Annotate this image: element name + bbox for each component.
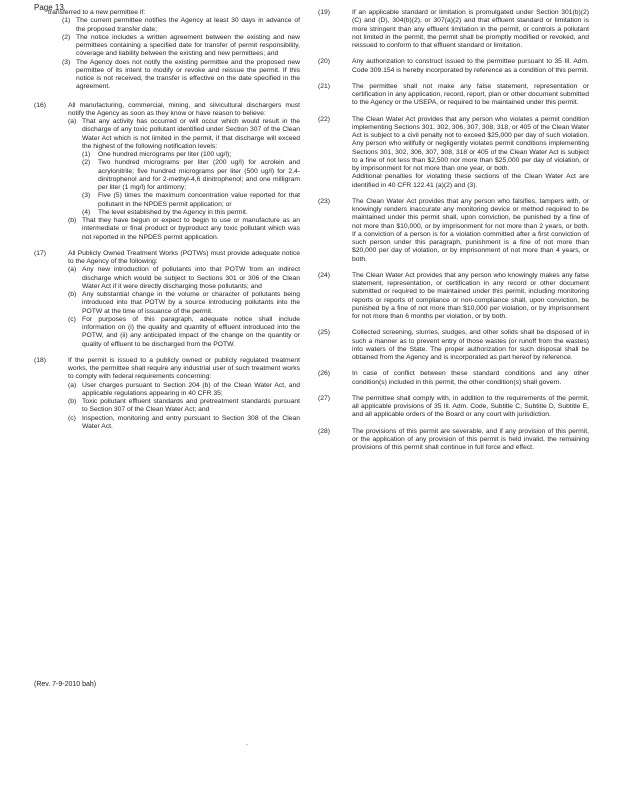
- item-label: (b): [68, 398, 77, 405]
- condition-17c: [68, 316, 300, 349]
- condition-16b: [68, 217, 300, 242]
- item-label: (b): [68, 217, 77, 224]
- transfer-item-3: [62, 59, 300, 92]
- condition-17b: [68, 291, 300, 316]
- item-label: (1): [82, 151, 91, 158]
- condition-28: [318, 428, 589, 453]
- condition-18: [34, 357, 300, 431]
- condition-17a: [68, 266, 300, 291]
- right-column: [318, 9, 589, 460]
- transfer-continuation: [34, 9, 300, 92]
- footer-mark: .: [246, 740, 248, 747]
- item-text: User charges pursuant to Section 204 (b) of the Clean Water Act, and applicable regulations appearing in 40 CFR 35;: [82, 381, 300, 397]
- item-label: (3): [62, 58, 71, 66]
- condition-16: [34, 102, 300, 242]
- condition-intro: All Publicly Owned Treatment Works (POTWs) must provide adequate notice to the Agency of the following:: [68, 249, 300, 265]
- page-number: Page 13: [34, 3, 64, 12]
- item-label: (a): [68, 118, 77, 125]
- item-label: (b): [68, 291, 77, 298]
- condition-23: [318, 198, 589, 264]
- condition-24: [318, 272, 589, 322]
- condition-text: The permittee shall comply with, in addition to the requirements of the permit, all applicable provisions of 35 Ill. Adm. Code, Subtitle C, Subtitle D, Subtitle E, and all applicable orders of the Board or any court with jurisdiction.: [352, 394, 589, 419]
- item-text: One hundred micrograms per liter (100 ug/l);: [98, 151, 232, 158]
- condition-17: [34, 250, 300, 349]
- item-text: Any new introduction of pollutants into that POTW from an indirect discharge which would be subject to Sections 301 or 306 of the Clean Water Act if it were directly discharging those pollutants; and: [82, 266, 300, 290]
- condition-18c: [68, 415, 300, 432]
- item-text: Toxic pollutant effluent standards and pretreatment standards pursuant to Section 307 of the Clean Water Act; and: [82, 398, 300, 414]
- condition-number: (16): [34, 101, 47, 109]
- condition-number: (21): [318, 82, 331, 90]
- condition-number: (22): [318, 115, 331, 123]
- item-text: Five (5) times the maximum concentration value reported for that pollutant in the NPDES permit application; or: [98, 192, 300, 208]
- condition-16a: [68, 118, 300, 217]
- item-label: (4): [82, 208, 91, 216]
- item-text: The level established by the Agency in this permit.: [98, 208, 248, 216]
- revision-note: (Rev. 7-9-2010 bah): [34, 681, 97, 688]
- item-label: (2): [62, 33, 71, 41]
- condition-16a-1: [82, 151, 300, 159]
- item-label: (2): [82, 159, 91, 167]
- condition-16a-2: [82, 159, 300, 192]
- transfer-intro: transferred to a new permittee if:: [48, 9, 146, 16]
- condition-text: The provisions of this permit are severable, and if any provision of this permit, or the application of any provision of this permit is held invalid, the remaining provisions of this permit shall continue in full force and effect.: [352, 427, 589, 451]
- item-text: Any substantial change in the volume or character of pollutants being introduced into that POTW by a source introducing pollutants into the POTW at the time of issuance of the permit.: [82, 291, 300, 315]
- item-text: The notice includes a written agreement between the existing and new permittees containing a specified date for transfer of permit responsibility, coverage and liability between the existing and new permittees; and: [76, 33, 300, 58]
- condition-number: (24): [318, 271, 331, 279]
- condition-27: [318, 395, 589, 420]
- condition-text: In case of conflict between these standard conditions and any other condition(s) included in this permit, the other condition(s) shall govern.: [352, 370, 589, 386]
- condition-intro: All manufacturing, commercial, mining, and silvicultural dischargers must notify the Agency as soon as they know or have reason to believe:: [68, 101, 300, 117]
- condition-text: If an applicable standard or limitation is promulgated under Section 301(b)(2)(C) and (D), 304(b)(2), or 307(a)(2) and that effluent standard or limitation is more stringent than any effluent limitation in the permit, or controls a pollutant not limited in the permit, the permit shall be promptly modified or revoked, and reissued to conform to that effluent standard or limitation.: [352, 9, 589, 49]
- condition-extra-text: Additional penalties for violating these sections of the Clean Water Act are identified in 40 CFR 122.41 (a)(2) and (3).: [352, 173, 589, 189]
- condition-text: The Clean Water Act provides that any person who violates a permit condition implementing Sections 301, 302, 306, 307, 308, 318, or 405 of the Clean Water Act is subject to a civil penalty not to exceed $25,000 per day of such violation. Any person who willfully or negligently violates permit conditions implementing Sections 301, 302, 306, 307, 308, 318 or 405 of the Clean Water Act is subject to a fine of not less than $2,500 nor more than $25,000 per day of violation, or by imprisonment for not more than one year, or both.: [352, 115, 589, 172]
- condition-text: The Clean Water Act provides that any person who falsifies, tampers with, or knowingly renders inaccurate any monitoring device or method required to be maintained under this permit shall, upon conviction, be punished by a fine of not more than $10,000, or by imprisonment for not more than 2 years, or both. If a conviction of a person is for a violation committed after a first conviction of such person under this paragraph, punishment is a fine of not more than $20,000 per day of violation, or by imprisonment of not more than 4 years, or both.: [352, 197, 589, 263]
- condition-number: (28): [318, 427, 331, 435]
- condition-20: [318, 58, 589, 75]
- item-label: (a): [68, 266, 77, 274]
- condition-22: [318, 116, 589, 190]
- item-label: (c): [68, 414, 76, 422]
- condition-21: [318, 83, 589, 108]
- item-text: The Agency does not notify the existing permittee and the proposed new permittee of its intent to modify or revoke and reissue the permit. If this notice is not received, the transfer is effective on the date specified in the agreement.: [76, 58, 300, 91]
- item-text: That they have begun or expect to begin to use or manufacture as an intermediate or final product or byproduct any toxic pollutant which was not reported in the NPDES permit application.: [82, 217, 300, 241]
- item-text: For purposes of this paragraph, adequate notice shall include information on (i) the quality and quantity of effluent introduced into the POTW, and (ii) any anticipated impact of the change on the quantity or quality of effluent to be discharged from the POTW.: [82, 315, 300, 348]
- item-label: (c): [68, 315, 76, 323]
- condition-text: The Clean Water Act provides that any person who knowingly makes any false statement, representation, or certification in any record or other document submitted or required to be maintained under this permit, including monitoring reports or reports of compliance or non-compliance shall, upon conviction, be punished by a fine of not more than $10,000 per violation, or by imprisonment for not more than 6 months per violation, or by both.: [352, 271, 589, 320]
- item-label: (1): [62, 17, 71, 25]
- item-text: Two hundred micrograms per liter (200 ug/l) for acrolein and acrylonitrile; five hundred micrograms per liter (500 ug/l) for 2,4-dinitrophenol and for 2-methyl-4,6 dinitrophenol; and one milligram per liter (1 mg/l) for antimony;: [98, 159, 300, 191]
- transfer-item-1: [62, 17, 300, 34]
- condition-text: Collected screening, slurries, sludges, and other solids shall be disposed of in such a manner as to prevent entry of those wastes (or runoff from the wastes) into waters of the State. The proper authorization for such disposal shall be obtained from the Agency and is incorporated as part hereof by reference.: [352, 329, 589, 361]
- condition-number: (23): [318, 197, 331, 205]
- item-text: The current permittee notifies the Agency at least 30 days in advance of the proposed transfer date;: [76, 17, 300, 33]
- transfer-item-2: [62, 34, 300, 59]
- condition-26: [318, 370, 589, 387]
- condition-16a-3: [82, 192, 300, 209]
- condition-16a-4: [82, 209, 300, 217]
- item-label: (3): [82, 192, 91, 200]
- condition-number: (17): [34, 249, 47, 257]
- item-label: (a): [68, 381, 77, 389]
- condition-number: (18): [34, 356, 47, 364]
- condition-number: (25): [318, 329, 331, 337]
- item-text: That any activity has occurred or will occur which would result in the discharge of any toxic pollutant identified under Section 307 of the Clean Water Act which is not limited in the permit, if that discharge will exceed the highest of the following notification levels:: [82, 118, 300, 150]
- left-column: [34, 9, 300, 439]
- item-text: Inspection, monitoring and entry pursuant to Section 308 of the Clean Water Act.: [82, 414, 300, 430]
- condition-number: (20): [318, 58, 331, 66]
- condition-18b: [68, 398, 300, 415]
- condition-number: (27): [318, 394, 331, 402]
- condition-18a: [68, 382, 300, 399]
- condition-19: [318, 9, 589, 50]
- condition-number: (19): [318, 9, 331, 16]
- condition-intro: If the permit is issued to a publicly owned or publicly regulated treatment works, the permittee shall require any industrial user of such treatment works to comply with federal requirements concerning:: [68, 356, 300, 381]
- condition-text: Any authorization to construct issued to the permittee pursuant to 35 Ill. Adm. Code 309.154 is hereby incorporated by reference as a condition of this permit.: [352, 58, 589, 74]
- condition-25: [318, 329, 589, 362]
- condition-text: The permittee shall not make any false statement, representation or certification in any application, record, report, plan or other document submitted to the Agency or the USEPA, or required to be maintained under this permit.: [352, 82, 589, 107]
- condition-number: (26): [318, 370, 331, 378]
